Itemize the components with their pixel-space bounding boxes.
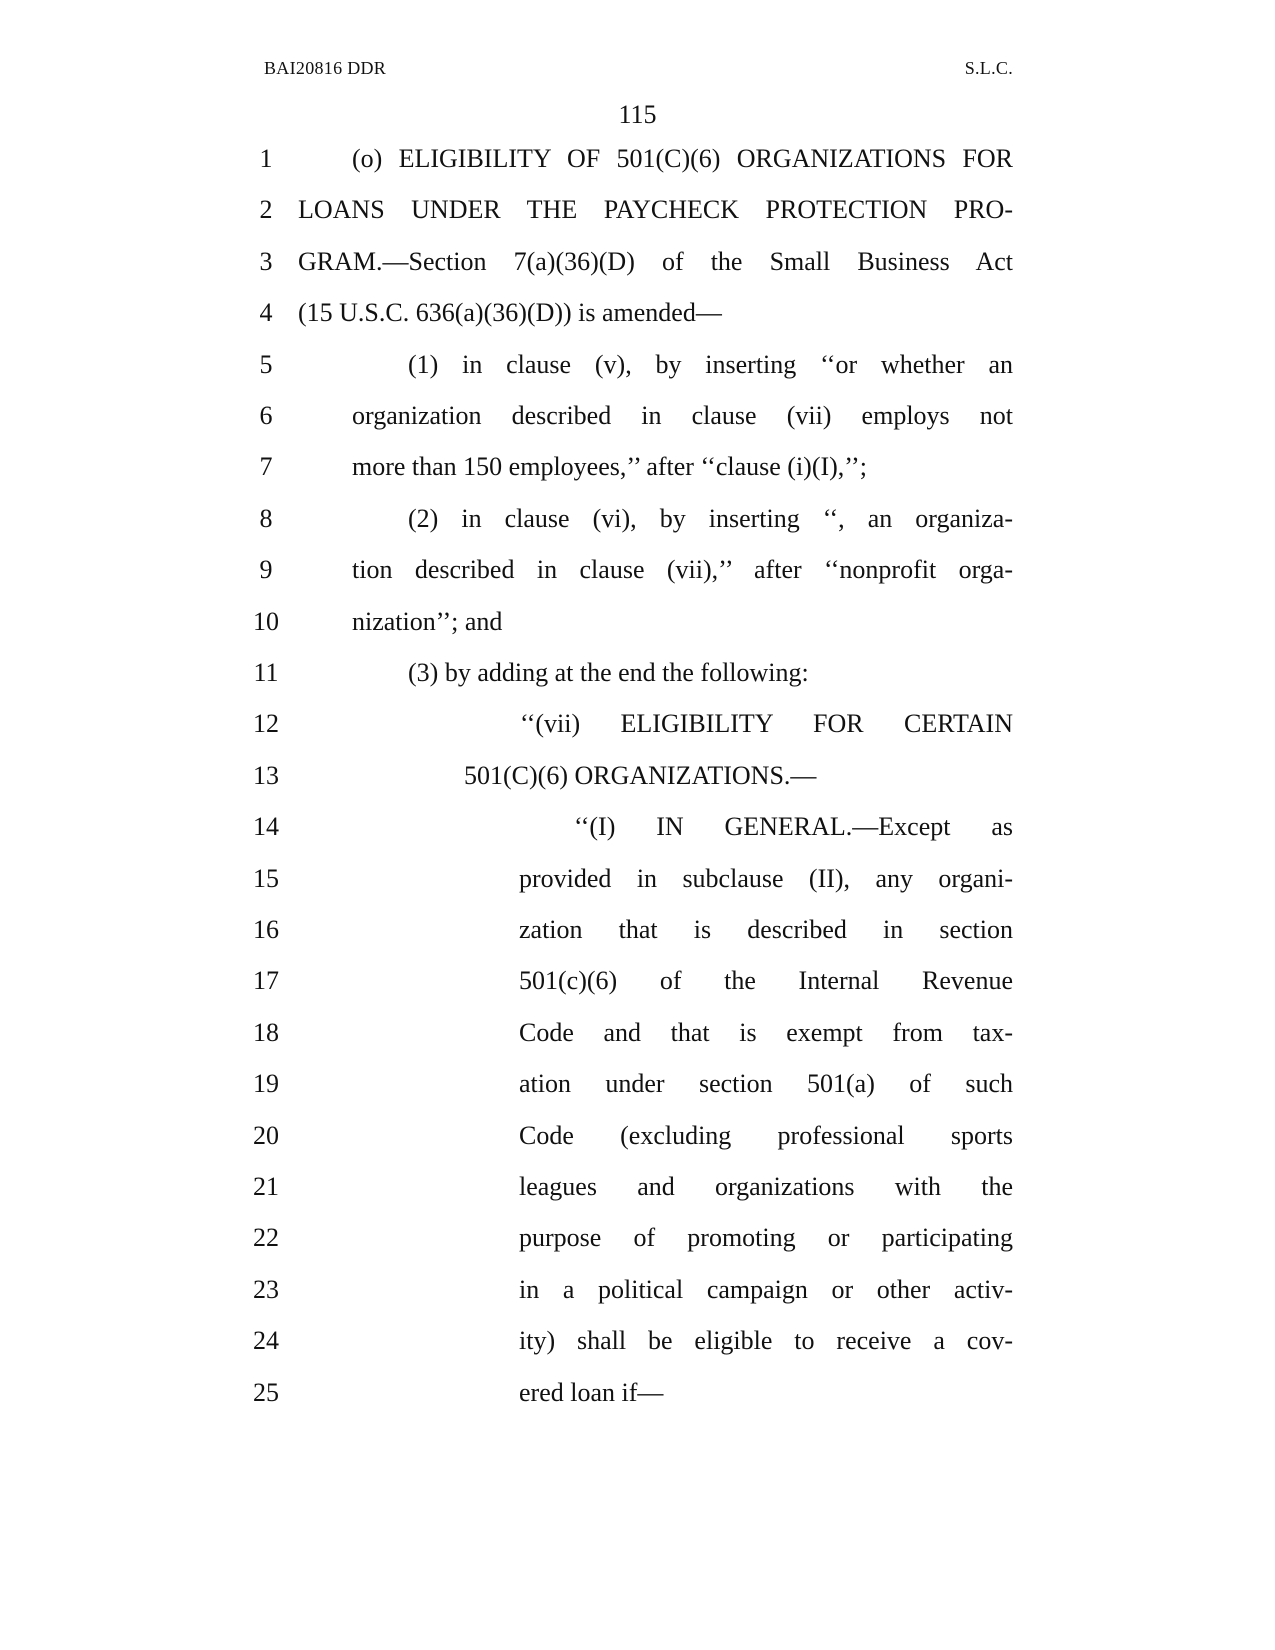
line-number: 8 <box>259 503 273 533</box>
line-number: 18 <box>253 1017 279 1047</box>
text-line <box>0 235 1275 289</box>
line-number: 5 <box>259 349 273 379</box>
text-line <box>0 1211 1275 1265</box>
line-text: nization’’; and <box>352 606 503 636</box>
line-number: 11 <box>253 658 279 687</box>
line-number: 14 <box>253 812 279 842</box>
line-text: ‘‘(vii) ELIGIBILITY FOR CERTAIN <box>520 709 1013 739</box>
line-number: 4 <box>259 298 273 328</box>
text-line <box>0 903 1275 957</box>
line-text: GRAM.—Section 7(a)(36)(D) of the Small Business Act <box>298 246 1013 276</box>
line-number: 6 <box>259 401 273 430</box>
line-text: (15 U.S.C. 636(a)(36)(D)) is amended— <box>298 298 722 328</box>
line-number: 9 <box>259 555 273 585</box>
text-line <box>0 954 1275 1008</box>
text-line <box>0 1366 1275 1420</box>
line-text: ity) shall be eligible to receive a cov- <box>519 1326 1013 1356</box>
line-number: 22 <box>253 1223 279 1253</box>
line-number: 19 <box>253 1069 279 1099</box>
line-text: zation that is described in section <box>519 915 1013 944</box>
document-class-mark: S.L.C. <box>964 58 1013 78</box>
line-number: 21 <box>253 1172 279 1201</box>
line-text: in a political campaign or other activ- <box>519 1274 1013 1304</box>
line-text: 501(C)(6) ORGANIZATIONS.— <box>464 760 817 790</box>
line-text: Code and that is exempt from tax- <box>519 1017 1013 1047</box>
line-text: (o) ELIGIBILITY OF 501(C)(6) ORGANIZATIONS FOR <box>352 144 1013 173</box>
text-line <box>0 800 1275 854</box>
line-text: (1) in clause (v), by inserting ‘‘or whether an <box>408 349 1013 379</box>
line-text: provided in subclause (II), any organi- <box>519 863 1013 893</box>
line-text: (3) by adding at the end the following: <box>408 658 809 687</box>
text-line <box>0 132 1275 186</box>
text-line <box>0 1263 1275 1317</box>
line-number: 16 <box>253 915 279 944</box>
line-text: (2) in clause (vi), by inserting ‘‘, an organiza- <box>408 503 1013 533</box>
text-line <box>0 646 1275 700</box>
text-line <box>0 697 1275 751</box>
line-text: organization described in clause (vii) employs not <box>352 401 1013 430</box>
line-text: ‘‘(I) IN GENERAL.—Except as <box>574 812 1013 842</box>
line-number: 13 <box>253 760 279 790</box>
text-line <box>0 749 1275 803</box>
text-line <box>0 286 1275 340</box>
line-number: 3 <box>259 246 273 276</box>
line-number: 15 <box>253 863 279 893</box>
line-number: 20 <box>253 1120 279 1150</box>
text-line <box>0 852 1275 906</box>
text-line <box>0 440 1275 494</box>
text-line <box>0 492 1275 546</box>
text-line <box>0 338 1275 392</box>
text-line <box>0 1314 1275 1368</box>
line-number: 7 <box>259 452 273 482</box>
text-line <box>0 595 1275 649</box>
text-line <box>0 1109 1275 1163</box>
line-text: 501(c)(6) of the Internal Revenue <box>519 966 1013 996</box>
text-line <box>0 1057 1275 1111</box>
line-number: 1 <box>259 144 273 173</box>
text-line <box>0 183 1275 237</box>
line-number: 24 <box>253 1326 279 1356</box>
line-text: purpose of promoting or participating <box>519 1223 1013 1253</box>
line-text: leagues and organizations with the <box>519 1172 1013 1201</box>
line-text: ation under section 501(a) of such <box>519 1069 1013 1099</box>
line-text: ered loan if— <box>519 1377 664 1407</box>
line-text: tion described in clause (vii),’’ after ‘‘nonprofit orga- <box>352 555 1013 585</box>
line-number: 17 <box>253 966 279 996</box>
text-line <box>0 1160 1275 1214</box>
line-number: 25 <box>253 1377 279 1407</box>
line-number: 12 <box>253 709 279 739</box>
page-number: 115 <box>618 100 657 129</box>
line-text: Code (excluding professional sports <box>519 1120 1013 1150</box>
line-text: more than 150 employees,’’ after ‘‘clause (i)(I),’’; <box>352 452 867 482</box>
text-line <box>0 1006 1275 1060</box>
line-number: 2 <box>259 195 273 225</box>
line-text: LOANS UNDER THE PAYCHECK PROTECTION PRO- <box>298 195 1013 225</box>
text-line <box>0 543 1275 597</box>
line-number: 10 <box>253 606 279 636</box>
document-id: BAI20816 DDR <box>264 58 387 78</box>
text-line <box>0 389 1275 443</box>
line-number: 23 <box>253 1274 279 1304</box>
